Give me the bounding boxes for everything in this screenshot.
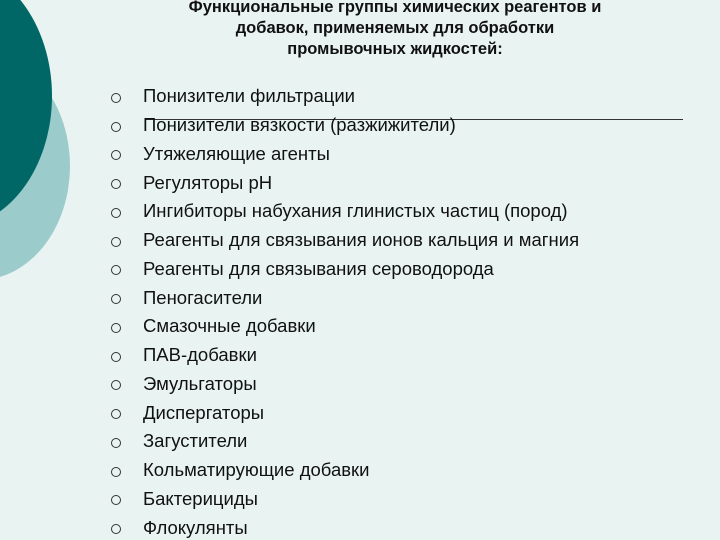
hollow-circle-bullet-icon <box>111 438 121 448</box>
list-item <box>108 341 579 370</box>
hollow-circle-bullet-icon <box>111 237 121 247</box>
hollow-circle-bullet-icon <box>111 122 121 132</box>
bullet-list <box>108 82 579 540</box>
list-item <box>108 370 579 399</box>
list-item-text: Регуляторы pH <box>143 171 273 193</box>
list-item-text: Пеногасители <box>143 286 263 308</box>
hollow-circle-bullet-icon <box>111 294 121 304</box>
list-item <box>108 427 579 456</box>
list-item <box>108 283 579 312</box>
hollow-circle-bullet-icon <box>111 150 121 160</box>
hollow-circle-bullet-icon <box>111 409 121 419</box>
hollow-circle-bullet-icon <box>111 323 121 333</box>
list-item-text: Бактерициды <box>143 487 258 509</box>
hollow-circle-bullet-icon <box>111 265 121 275</box>
hollow-circle-bullet-icon <box>111 467 121 477</box>
hollow-circle-bullet-icon <box>111 524 121 534</box>
list-item-text: Эмульгаторы <box>143 372 257 394</box>
list-item-text: Реагенты для связывания ионов кальция и магния <box>143 229 580 251</box>
list-item-text: Диспергаторы <box>143 401 265 423</box>
list-item <box>108 111 579 140</box>
list-item-text: Загустители <box>143 430 248 452</box>
list-item-text: ПАВ-добавки <box>143 344 257 366</box>
list-item-text: Смазочные добавки <box>143 315 316 337</box>
list-item <box>108 485 579 514</box>
slide-title: Функциональные группы химических реагентов и добавок, применяемых для обработки промывочных жидкостей: <box>188 0 602 58</box>
list-item-text: Понизители вязкости (разжижители) <box>143 114 456 136</box>
list-item-text: Кольматирующие добавки <box>143 459 370 481</box>
list-item <box>108 168 579 197</box>
hollow-circle-bullet-icon <box>111 93 121 103</box>
list-item-text: Реагенты для связывания сероводорода <box>143 257 494 279</box>
hollow-circle-bullet-icon <box>111 208 121 218</box>
hollow-circle-bullet-icon <box>111 179 121 189</box>
list-item <box>108 255 579 284</box>
hollow-circle-bullet-icon <box>111 380 121 390</box>
list-item-text: Флокулянты <box>143 516 248 538</box>
list-item <box>108 226 579 255</box>
list-item <box>108 312 579 341</box>
hollow-circle-bullet-icon <box>111 352 121 362</box>
list-item-text: Утяжеляющие агенты <box>143 142 330 164</box>
list-item-text: Ингибиторы набухания глинистых частиц (пород) <box>143 200 568 222</box>
list-item <box>108 82 579 111</box>
list-item <box>108 513 579 540</box>
list-item <box>108 398 579 427</box>
hollow-circle-bullet-icon <box>111 495 121 505</box>
list-item-text: Понизители фильтрации <box>143 85 356 107</box>
list-item <box>108 456 579 485</box>
list-item <box>108 197 579 226</box>
list-item <box>108 140 579 169</box>
